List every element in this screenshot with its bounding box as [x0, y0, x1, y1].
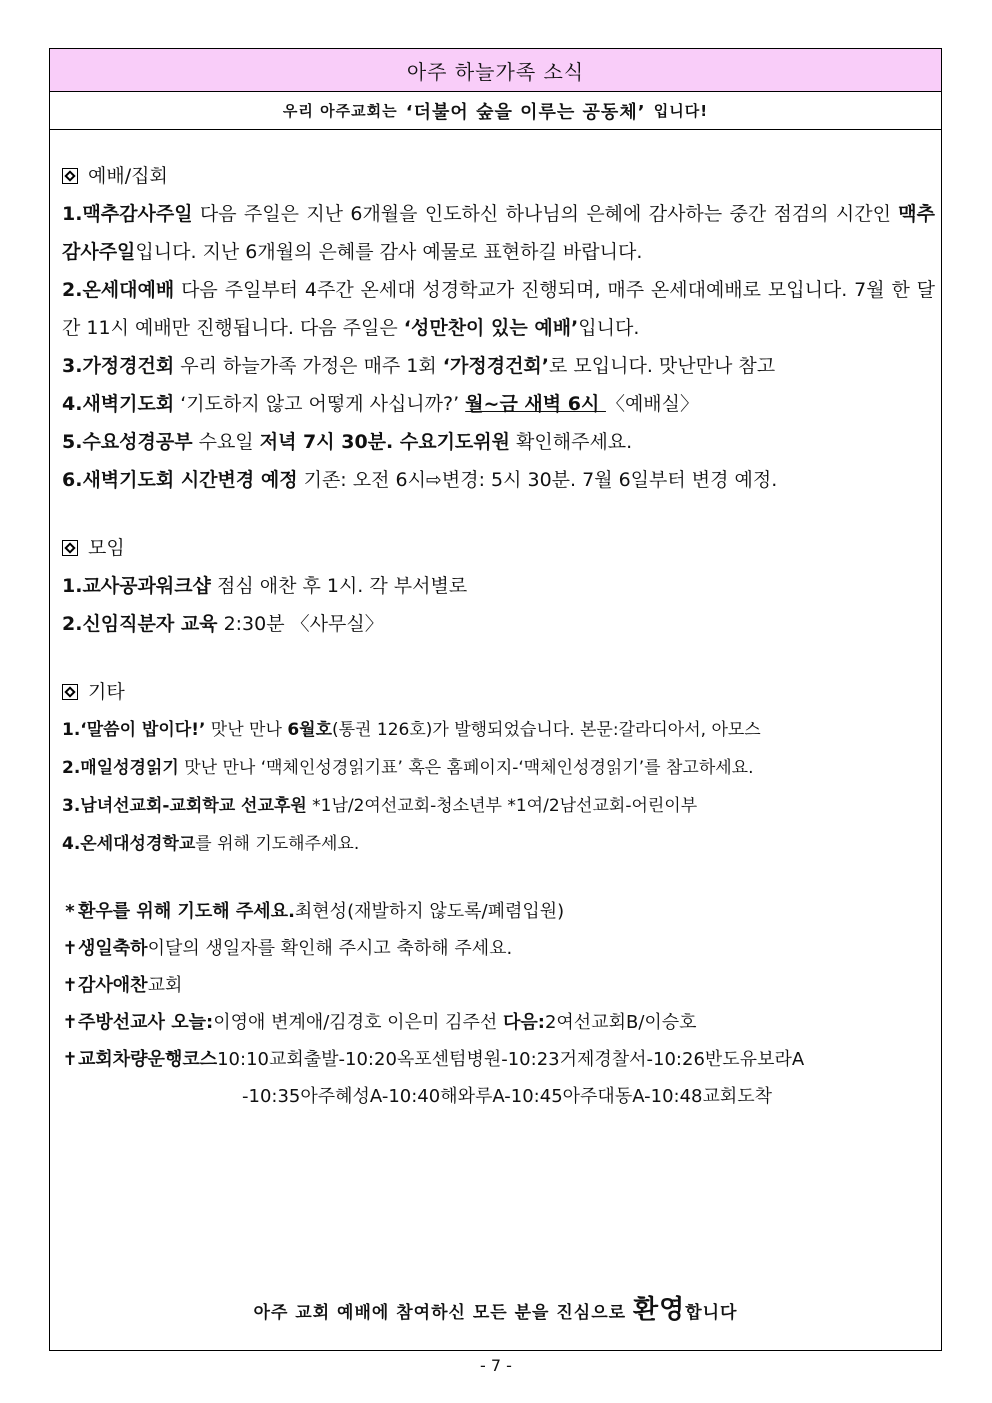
note-item: [62, 893, 935, 930]
item-text: 맛난 만나: [205, 720, 288, 740]
item-text: ‘기도하지 않고 어떻게 사십니까?’: [174, 393, 466, 415]
item-title: 1.교사공과워크샵: [62, 575, 211, 597]
item-title: 2.신임직분자 교육: [62, 613, 218, 635]
item-text: 2:30분 〈사무실〉: [217, 613, 384, 635]
page-title: [50, 49, 941, 92]
section-heading-text: 기타: [88, 681, 125, 703]
item-text: 다음 주일은 지난 6개월을 인도하신 하나님의 은혜에 감사하는 중간 점검의 시간인: [192, 203, 899, 225]
item-text: 맛난 만나 ‘맥체인성경읽기표’ 혹은 홈페이지-‘맥체인성경읽기’를 참고하세요.: [178, 758, 754, 778]
list-item: [62, 461, 935, 499]
note-text: 2여선교회B/이승호: [544, 1012, 697, 1033]
item-text: 수요일: [192, 431, 260, 453]
section-heading: [62, 157, 935, 195]
list-item: [62, 787, 935, 825]
welcome-emphasis: 환영: [632, 1295, 686, 1325]
item-text: 로 모입니다. 맛난만나 참고: [549, 355, 776, 377]
item-title: 4.온세대성경학교: [62, 834, 196, 854]
item-text: 확인해주세요.: [509, 431, 633, 453]
item-title: 1.‘말씀이 밥이다!’: [62, 720, 206, 740]
item-text: *1남/2여선교회-청소년부 *1여/2남선교회-어린이부: [306, 796, 698, 816]
item-title: 2.매일성경읽기: [62, 758, 179, 778]
note-item: [62, 930, 935, 967]
list-item: [62, 347, 935, 385]
content: [62, 157, 935, 1115]
item-title: 4.새벽기도회: [62, 393, 175, 415]
section-heading-text: 모임: [88, 537, 125, 559]
list-item: [62, 385, 935, 423]
item-emphasis: 맥추감사주일: [62, 203, 935, 263]
section-meeting: [62, 529, 935, 643]
item-text: 입니다.: [578, 317, 640, 339]
welcome-message: [50, 1289, 941, 1326]
diamond-box-icon: [62, 540, 78, 556]
note-item: [62, 1041, 935, 1078]
item-emphasis: ‘가정경건회’: [442, 355, 550, 377]
item-title: 3.남녀선교회-교회학교 선교후원: [62, 796, 307, 816]
list-item: [62, 605, 935, 643]
note-title: 감사애찬: [78, 975, 148, 996]
notes-list: [62, 893, 935, 1115]
bulletin-frame: [49, 48, 942, 1351]
note-text: 이영애 변계애/김경호 이은미 김주선: [213, 1012, 498, 1033]
item-text: 〈예배실〉: [605, 393, 700, 415]
welcome-text: 아주 교회 예배에 참여하신 모든 분을 진심으로: [253, 1303, 633, 1323]
item-emphasis: 6월호: [287, 720, 332, 740]
list-item: [62, 195, 935, 271]
list-item: [62, 711, 935, 749]
note-title: 환우를 위해 기도해 주세요.: [78, 901, 295, 922]
item-emphasis: 월~금 새벽 6시: [465, 393, 606, 415]
cross-icon: ✝: [62, 1049, 78, 1070]
subtitle: [50, 92, 941, 130]
page-number: - 7 -: [480, 1356, 512, 1375]
item-text: 점심 애찬 후 1시. 각 부서별로: [210, 575, 468, 597]
note-text: 10:10교회출발-10:20옥포센텀병원-10:23거제경찰서-10:26반도유보라A: [217, 1049, 805, 1070]
item-emphasis: 저녁 7시 30분. 수요기도위원: [259, 431, 510, 453]
item-title: 5.수요성경공부: [62, 431, 193, 453]
list-item: [62, 271, 935, 347]
note-title: 주방선교사 오늘:: [78, 1012, 214, 1033]
note-text: 이달의 생일자를 확인해 주시고 축하해 주세요.: [147, 938, 513, 959]
note-item: [62, 1004, 935, 1041]
cross-icon: ✝: [62, 975, 78, 996]
item-title: 6.새벽기도회 시간변경 예정: [62, 469, 298, 491]
item-text: 다음 주일부터 4주간 온세대 성경학교가 진행되며, 매주 온세대예배로 모입니다. 7월 한 달간 11시 예배만 진행됩니다. 다음 주일은: [62, 279, 935, 339]
note-text: 최현성(재발하지 않도록/폐렴입원): [294, 901, 565, 922]
diamond-box-icon: [62, 684, 78, 700]
note-title: 생일축하: [78, 938, 148, 959]
asterisk-icon: *: [65, 901, 75, 922]
cross-icon: ✝: [62, 1012, 78, 1033]
list-item: [62, 567, 935, 605]
diamond-box-icon: [62, 168, 78, 184]
note-title: 다음:: [502, 1012, 545, 1033]
cross-icon: ✝: [62, 938, 78, 959]
item-text: 입니다. 지난 6개월의 은혜를 감사 예물로 표현하길 바랍니다.: [135, 241, 643, 263]
item-text: 우리 하늘가족 가정은 매주 1회: [174, 355, 443, 377]
note-item: [62, 967, 935, 1004]
item-text: 를 위해 기도해주세요.: [195, 834, 360, 854]
welcome-text: 합니다: [685, 1303, 738, 1323]
item-title: 2.온세대예배: [62, 279, 175, 301]
route-continued: -10:35아주혜성A-10:40해와루A-10:45아주대동A-10:48교회도착: [242, 1086, 773, 1107]
note-text: 교회: [147, 975, 183, 996]
list-item: [62, 825, 935, 863]
item-emphasis: ‘성만찬이 있는 예배’: [403, 317, 579, 339]
subtitle-emphasis: ‘더불어 숲을 이루는 공동체’: [405, 101, 646, 123]
title-text: 아주 하늘가족 소식: [406, 59, 585, 84]
section-heading-text: 예배/집회: [88, 165, 168, 187]
section-heading: [62, 529, 935, 567]
subtitle-pre: 우리 아주교회는: [282, 102, 398, 120]
item-text: (통권 126호)가 발행되었습니다. 본문:갈라디아서, 아모스: [332, 720, 761, 740]
subtitle-post: 입니다!: [653, 102, 709, 120]
item-title: 3.가정경건회: [62, 355, 175, 377]
list-item: [62, 423, 935, 461]
list-item: [62, 749, 935, 787]
section-etc: [62, 673, 935, 863]
section-worship: [62, 157, 935, 499]
item-text: 기존: 오전 6시⇨변경: 5시 30분. 7월 6일부터 변경 예정.: [297, 469, 778, 491]
item-title: 1.맥추감사주일: [62, 203, 193, 225]
section-heading: [62, 673, 935, 711]
note-title: 교회차량운행코스: [78, 1049, 218, 1070]
